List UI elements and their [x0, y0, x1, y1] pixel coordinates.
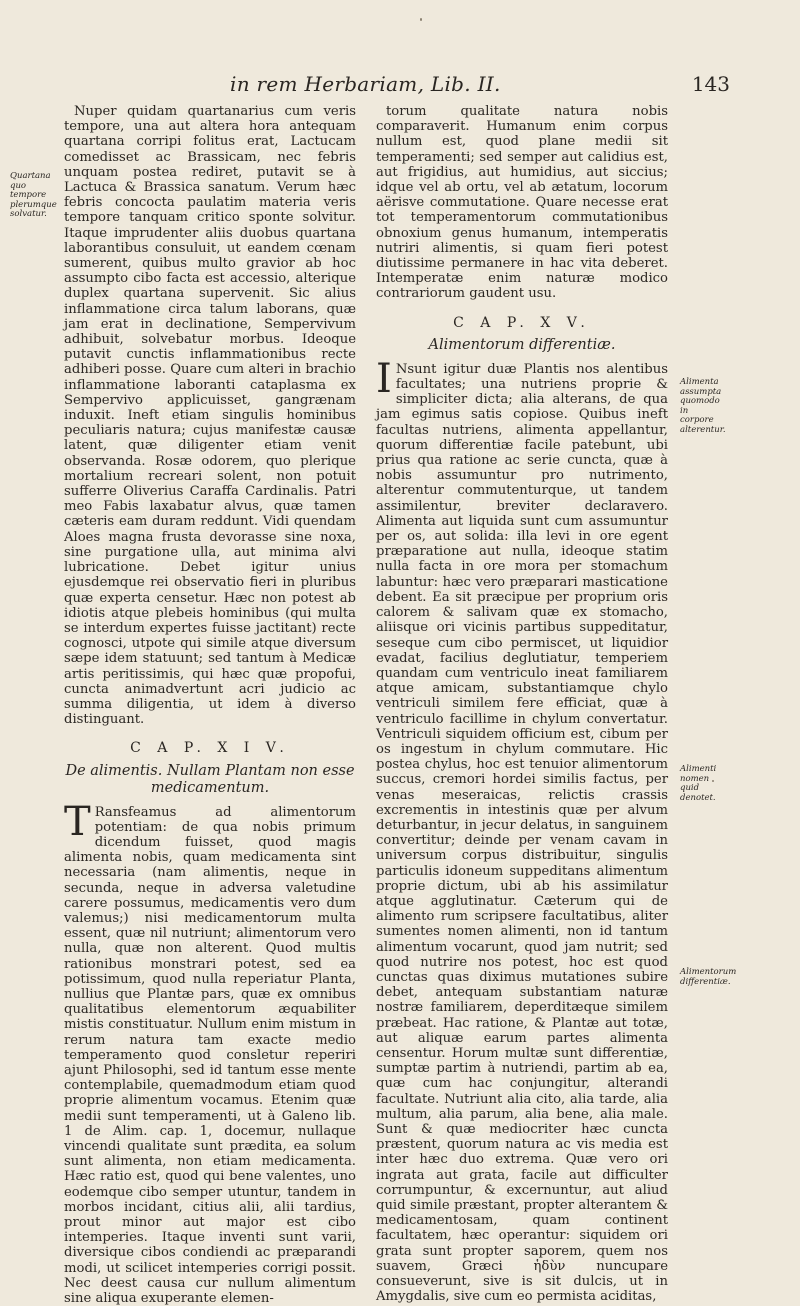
paper-speck	[712, 780, 714, 782]
drop-cap-t: T	[64, 798, 91, 845]
left-paragraph-2	[64, 798, 356, 1306]
chapter-15-title: C A P. X V.	[453, 314, 591, 331]
margin-note-quartana: Quartana quo tempore plerumque solvatur.	[10, 171, 57, 219]
left-paragraph-2-text: Ransfeamus ad alimentorum potentiam: de qua nobis primum dicendum fuisset, quod magis alimenta nobis, quam medicamenta sint necessaria (nam alimentis, neque in secunda, neque in adversa valetudine carere possumus, medicamentis vero dum valemus;) nisi medicamentorum multa essent, quæ nil nutriunt; alimentorum vero nulla, quæ non alterent. Quod multis rationibus monstrari potest, sed ea potissimum, quod nulla reperiatur Planta, nullius que Plantæ pars, quæ ex omnibus qualitatibus elementorum æquabiliter mistis constituatur. Nullum enim mistum in rerum natura tam exacte medio temperamento quod consletur reperiri ajunt Philosophi, sed id tantum esse mente contemplabile, quemadmodum etiam quod proprie alimentum vocamus. Etenim quæ medii sunt temperamenti, ut à Galeno lib. 1 de Alim. cap. 1, docemur, nullaque vincendi qualitate sunt prædita, ea solum sunt alimenta, non etiam medicamenta. Hæc ratio est, quod qui bene valentes, uno eodemque cibo semper utuntur, tandem in morbos incidant, citius alii, alii tardius, prout minor aut major est cibo intemperies. Itaque inventi sunt varii, diversique cibos condiendi ac præparandi modi, ut scilicet intemperies corrigi possit. Nec deest causa cur nullum alimentum sine aliqua exuperante elemen-	[64, 804, 356, 1306]
margin-note-alimenti-nomen: Alimenti nomen quid denotet.	[680, 764, 717, 803]
margin-note-alimentorum-differentiae: Alimentorum differentiæ.	[680, 967, 737, 987]
right-paragraph-2-text: Nsunt igitur duæ Plantis nos alentibus facultates; una nutriens proprie & simpliciter dicta; alia alterans, de qua jam egimus satis copiose. Quibus ineft facultas nutriens, alimenta appellantur, quorum differentiæ facile patebunt, ubi prius qua ratione ac serie cuncta, quæ à nobis assumuntur pro nutrimento, alterentur commutenturque, ut tandem assimilentur, breviter declaravero. Alimenta aut liquida sunt cum assumuntur per os, aut solida: illa levi in ore egent præparatione aut nulla, ideoque statim nulla facta in ore mora per stomachum labuntur: hæc vero præparari masticatione debent. Ea sit præcipue per proprium oris calorem & salivam quæ ex stomacho, aliisque ori vicinis partibus suppeditatur, seseque cum cibo permiscet, ut liquidior evadat, facilius deglutiatur, temperiem quandam cum ventriculo ineat familiarem atque amicam, substantiamque chylo ventriculi similem fere efficiat, quæ à ventriculo facillime in chylum convertatur. Ventriculi siquidem officium est, cibum per os ingestum in chylum commutare. Hic postea chylus, hoc est tenuior alimentorum succus, cremori hordei similis factus, per venas meseraicas, relictis crassis excrementis in intestinis quæ per alvum deturbantur, in jecur delatus, in sanguinem convertitur; deinde per venam cavam in universum corpus distribuitur, singulis particulis idoneum suppeditans alimentum proprie dictum, ubi ab his assimilatur atque agglutinatur. Cæterum qui de alimento rum scripsere facultatibus, aliter sumentes nomen alimenti, non id tantum alimentum vocarunt, quod jam nutrit; sed quod nutrire nos potest, hoc est quod cunctas quas diximus mutationes subire debet, antequam substantiam naturæ nostræ familiarem, deperditæque similem præbeat. Hac ratione, & Plantæ aut totæ, aut aliquæ earum partes alimenta censentur. Horum multæ sunt differentiæ, sumptæ partim à nutriendi, partim ab ea, quæ cum hac conjungitur, alterandi facultate. Nutriunt alia cito, alia tarde, alia multum, alia parum, alia bene, alia male. Sunt & quæ mediocriter hæc cuncta præstent, quorum natura ac vis media est inter hæc duo extrema. Quæ vero ori ingrata aut grata, facile aut difficulter corrumpuntur, & excernuntur, aut aliud quid simile præstant, propter alterantem & medicamentosam, quam continent facultatem, hæc operantur: siquidem ori grata sunt propter saporem, quem nos suavem, Græci ἡδὺν nuncupare consueverunt, sive is sit dulcis, ut in Amygdalis, sive cum eo permista aciditas,	[376, 361, 668, 1305]
chapter-14-title: C A P. X I V.	[130, 740, 290, 757]
chapter-15-subtitle: Alimentorum differentiæ.	[428, 336, 616, 353]
right-paragraph-2	[376, 355, 668, 1305]
left-paragraph-1: Nuper quidam quartanarius cum veris tempore, una aut altera hora antequam quartana corripi folitus erat, Lactucam comedisset ac Brassicam, nec febris unquam postea rediret, putavit se à Lactuca & Brassica sanatum. Verum hæc febris concocta paulatim materia veris tempore tanquam critico sponte solvitur. Itaque imprudenter aliis duobus quartana laborantibus consuluit, ut eandem cœnam sumerent, quibus multo gravior ab hoc assumpto cibo facta est accessio, alterique duplex quartana supervenit. Sic alius inflammatione circa talum laborans, quæ jam erat in declinatione, Sempervivum adhibuit, solvebatur morbus. Ideoque putavit cunctis inflammationibus recte adhiberi posse. Quare cum alteri in brachio inflammatione laboranti cataplasma ex Sempervivo applicuisset, gangrænam induxit. Ineft etiam singulis hominibus peculiaris natura; cujus manifestæ causæ latent, quæ diligenter etiam venit observanda. Rosæ odorem, quo plerique mortalium recreari solent, non potuit sufferre Oliverius Caraffa Cardinalis. Patri meo Fabis laxabatur alvus, quæ tamen cæteris eam duram reddunt. Vidi quendam Aloes magna frusta devorasse sine noxa, sine purgatione ulla, aut minima alvi lubricatione. Debet igitur unius ejusdemque rei observatio fieri in pluribus quæ experta censetur. Hæc non potest ab idiotis atque plebeis hominibus (qui multa se interdum expertes fuisse jactitant) recte cognosci, utpote qui simile atque diversum sæpe idem statuunt; sed tantum à Medicæ artis peritissimis, qui hæc quæ propofui, cuncta animadvertunt acri judicio ac summa diligentia, ut idem à diverso distinguant.	[64, 104, 356, 728]
drop-cap-i: I	[376, 355, 392, 402]
margin-note-alimenta-assumpta: Alimenta assumpta quomodo in corpore alterentur.	[680, 377, 726, 435]
right-column	[376, 104, 668, 1304]
page-number: 143	[691, 72, 730, 96]
right-paragraph-1: torum qualitate natura nobis comparaverit. Humanum enim corpus nullum est, quod plane medii sit temperamenti; sed semper aut calidius est, aut frigidius, aut humidius, aut siccius; idque vel ab ortu, vel ab ætatum, locorum aërisve commutatione. Quare necesse erat tot temperamentorum commutationibus obnoxium genus humanum, intemperatis nutriri alimentis, si quam fieri potest diutissime permanere in hac vita deberet. Intemperatæ enim naturæ modico contrariorum gaudent usu.	[376, 104, 668, 302]
running-title: in rem Herbariam, Lib. II.	[230, 72, 501, 96]
chapter-14-subtitle: De alimentis. Nullam Plantam non esse medicamentum.	[65, 762, 355, 796]
page-header	[60, 72, 730, 98]
left-column	[64, 104, 356, 1306]
paper-speck	[420, 18, 422, 21]
